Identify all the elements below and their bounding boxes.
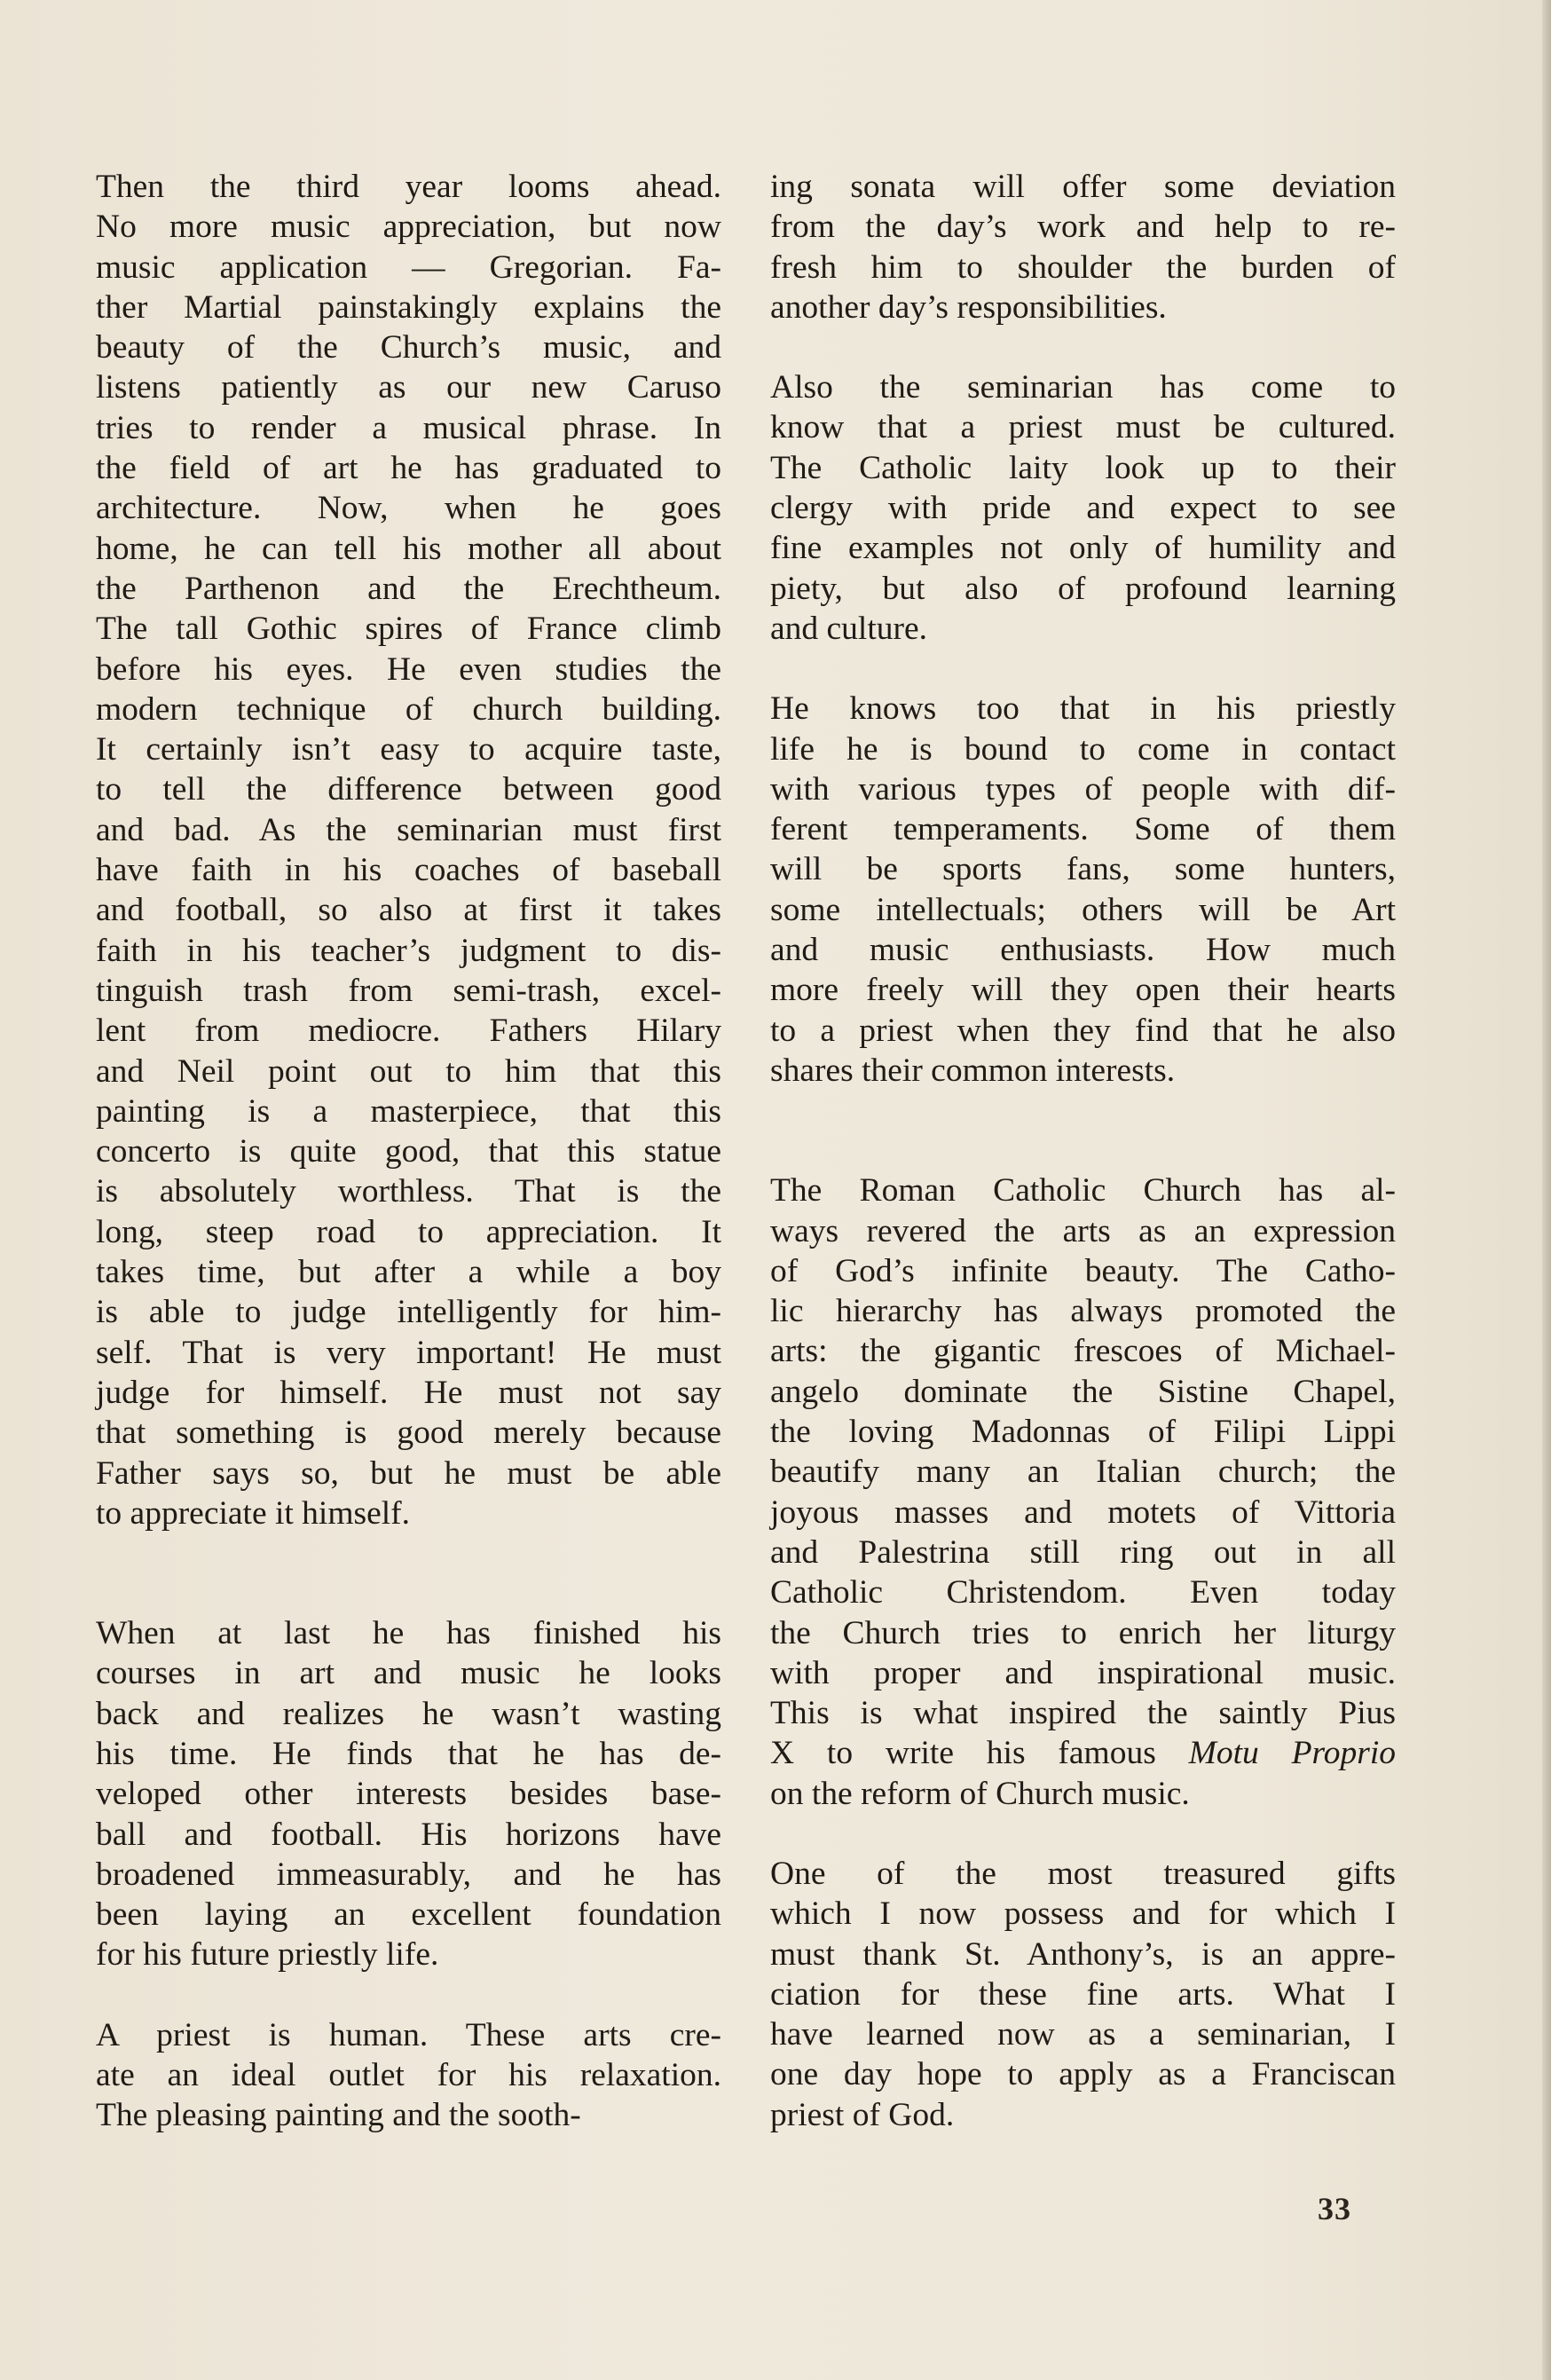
motu-proprio-before: X to write his famous: [770, 1735, 1189, 1772]
text-line: The Roman Catholic Church has al-: [770, 1172, 1396, 1210]
text-line: No more music appreciation, but now: [96, 209, 721, 246]
text-line: the Church tries to enrich her liturgy: [770, 1614, 1396, 1651]
text-line: One of the most treasured gifts: [770, 1855, 1396, 1892]
text-line: some intellectuals; others will be Art: [770, 891, 1396, 928]
motu-proprio-title: Motu Proprio: [1188, 1735, 1396, 1772]
text-line: and bad. As the seminarian must first: [96, 811, 721, 848]
text-line: ball and football. His horizons have: [96, 1816, 721, 1853]
text-line: ferent temperaments. Some of them: [770, 811, 1396, 848]
text-line: ways revered the arts as an expression: [770, 1212, 1396, 1249]
text-line: lent from mediocre. Fathers Hilary: [96, 1013, 721, 1050]
text-line: veloped other interests besides base-: [96, 1776, 721, 1813]
text-line: and music enthusiasts. How much: [770, 932, 1396, 969]
text-line: of God’s infinite beauty. The Catho-: [770, 1252, 1396, 1289]
text-line: faith in his teacher’s judgment to dis-: [96, 932, 721, 969]
text-line: will be sports fans, some hunters,: [770, 851, 1396, 888]
text-line: fine examples not only of humility and: [770, 530, 1396, 567]
text-line: The Catholic laity look up to their: [770, 449, 1396, 486]
motu-proprio-line: [770, 1733, 1396, 1773]
text-line: courses in art and music he looks: [96, 1655, 721, 1692]
paragraph-gap: [770, 1814, 1396, 1854]
text-line: broadened immeasurably, and he has: [96, 1856, 721, 1893]
text-line: that something is good merely because: [96, 1415, 721, 1452]
text-line: from the day’s work and help to re-: [770, 209, 1396, 246]
left-paragraph-1: [96, 167, 721, 1533]
page-edge: [1542, 0, 1551, 2380]
text-line: Father says so, but he must be able: [96, 1454, 721, 1492]
text-line: The pleasing painting and the sooth-: [96, 2097, 581, 2134]
text-line: must thank St. Anthony’s, is an appre-: [770, 1935, 1396, 1973]
text-line: home, he can tell his mother all about: [96, 530, 721, 567]
text-line: with proper and inspirational music.: [770, 1654, 1396, 1691]
text-line: know that a priest must be cultured.: [770, 409, 1396, 446]
paragraph-gap: [96, 1975, 721, 2015]
text-line: and football, so also at first it takes: [96, 892, 721, 929]
right-paragraph-2: [770, 367, 1396, 649]
text-line: takes time, but after a while a boy: [96, 1254, 721, 1291]
right-paragraph-4-lines: [770, 1170, 1396, 1733]
text-line: ther Martial painstakingly explains the: [96, 288, 721, 326]
text-line: shares their common interests.: [770, 1052, 1176, 1089]
text-line: have faith in his coaches of baseball: [96, 852, 721, 889]
text-line: and culture.: [770, 610, 928, 647]
text-line: beauty of the Church’s music, and: [96, 329, 721, 366]
text-line: architecture. Now, when he goes: [96, 490, 721, 527]
text-line: arts: the gigantic frescoes of Michael-: [770, 1333, 1396, 1370]
paragraph-gap: [770, 1091, 1396, 1170]
text-line: and Palestrina still ring out in all: [770, 1533, 1396, 1571]
text-line: He knows too that in his priestly: [770, 690, 1396, 728]
text-line: ing sonata will offer some deviation: [770, 169, 1396, 205]
right-column: [770, 167, 1396, 2135]
text-line: more freely will they open their hearts: [770, 972, 1396, 1009]
right-paragraph-3: [770, 689, 1396, 1091]
text-line: with various types of people with dif-: [770, 770, 1396, 808]
text-line: concerto is quite good, that this statue: [96, 1133, 721, 1170]
text-line: life he is bound to come in contact: [770, 730, 1396, 768]
text-line: Then the third year looms ahead.: [96, 169, 721, 205]
paragraph-gap: [770, 649, 1396, 689]
right-paragraph-4: [770, 1170, 1396, 1814]
text-line: his time. He finds that he has de-: [96, 1735, 721, 1772]
page-number: 33: [1318, 2191, 1351, 2226]
text-line: This is what inspired the saintly Pius: [770, 1695, 1396, 1732]
text-line: It certainly isn’t easy to acquire taste,: [96, 731, 721, 768]
text-line: The tall Gothic spires of France climb: [96, 611, 721, 648]
text-line: is absolutely worthless. That is the: [96, 1173, 721, 1210]
text-line: the field of art he has graduated to: [96, 450, 721, 487]
right-paragraph-4-final-line: on the reform of Church music.: [770, 1775, 1190, 1812]
text-line: and Neil point out to him that this: [96, 1052, 721, 1090]
text-line: listens patiently as our new Caruso: [96, 369, 721, 406]
text-line: modern technique of church building.: [96, 690, 721, 728]
text-line: beautify many an Italian church; the: [770, 1454, 1396, 1491]
text-line: Catholic Christendom. Even today: [770, 1574, 1396, 1612]
text-line: long, steep road to appreciation. It: [96, 1213, 721, 1250]
text-line: joyous masses and motets of Vittoria: [770, 1493, 1396, 1531]
paragraph-gap: [96, 1533, 721, 1613]
text-line: lic hierarchy has always promoted the: [770, 1293, 1396, 1330]
text-line: painting is a masterpiece, that this: [96, 1092, 721, 1130]
text-line: to tell the difference between good: [96, 771, 721, 808]
text-line: When at last he has finished his: [96, 1615, 721, 1652]
text-line: tinguish trash from semi-trash, excel-: [96, 972, 721, 1009]
text-line: tries to render a musical phrase. In: [96, 409, 721, 446]
text-line: self. That is very important! He must: [96, 1334, 721, 1371]
text-line: have learned now as a seminarian, I: [770, 2016, 1396, 2053]
text-line: fresh him to shoulder the burden of: [770, 248, 1396, 286]
text-line: ciation for these fine arts. What I: [770, 1975, 1396, 2013]
text-line: is able to judge intelligently for him-: [96, 1294, 721, 1331]
text-line: angelo dominate the Sistine Chapel,: [770, 1373, 1396, 1410]
text-line: for his future priestly life.: [96, 1936, 439, 1974]
text-line: clergy with pride and expect to see: [770, 490, 1396, 527]
right-paragraph-5: [770, 1854, 1396, 2135]
paragraph-gap: [770, 327, 1396, 367]
text-line: been laying an excellent foundation: [96, 1896, 721, 1934]
text-line: priest of God.: [770, 2096, 955, 2133]
text-line: to appreciate it himself.: [96, 1494, 411, 1532]
text-line: judge for himself. He must not say: [96, 1374, 721, 1411]
text-line: the Parthenon and the Erechtheum.: [96, 570, 721, 607]
left-paragraph-2: [96, 1613, 721, 1975]
text-line: one day hope to apply as a Franciscan: [770, 2056, 1396, 2093]
text-line: Also the seminarian has come to: [770, 369, 1396, 406]
left-paragraph-3: [96, 2015, 721, 2136]
text-line: the loving Madonnas of Filipi Lippi: [770, 1414, 1396, 1451]
text-line: which I now possess and for which I: [770, 1895, 1396, 1933]
left-column: [96, 167, 721, 2136]
text-line: to a priest when they find that he also: [770, 1012, 1396, 1049]
text-line: before his eyes. He even studies the: [96, 650, 721, 688]
text-line: ate an ideal outlet for his relaxation.: [96, 2057, 721, 2094]
text-line: A priest is human. These arts cre-: [96, 2016, 721, 2053]
text-line: music application — Gregorian. Fa-: [96, 248, 721, 286]
text-line: another day’s responsibilities.: [770, 288, 1167, 326]
right-paragraph-1: [770, 167, 1396, 327]
text-line: piety, but also of profound learning: [770, 570, 1396, 607]
text-line: back and realizes he wasn’t wasting: [96, 1695, 721, 1732]
